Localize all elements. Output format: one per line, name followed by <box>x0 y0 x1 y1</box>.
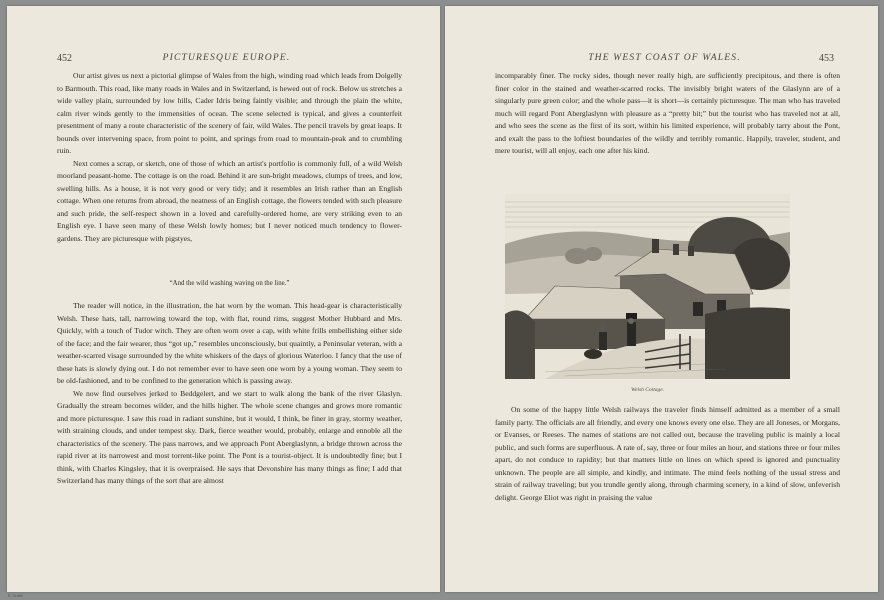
left-running-head <box>57 53 396 67</box>
left-text-top <box>57 70 402 245</box>
left-text-bottom <box>57 300 402 488</box>
running-title: THE WEST COAST OF WALES. <box>588 53 741 63</box>
paragraph: Our artist gives us next a pictorial glimpse of Wales from the high, winding road which leads from Dolgelly to Barmouth. This road, like many roads in Wales and in Switzerland, is hewed out of rock. Below us stretches a wide valley plain, surrounded by low hills, Cader Idris being faintly visible; and through the plain the white, calm river winds gently to the immensities of ocean. The scene selected is typical, and gives a counterfeit presentment of many a route characteristic of the scenery of fair, wild Wales. The pencil travels by great leaps. It bounds over intervening space, from point to point, and springs from road to mountain-peak and to crumbling ruin. <box>57 71 402 155</box>
right-running-head <box>495 53 834 67</box>
paragraph: The reader will notice, in the illustration, the hat worn by the woman. This head-gear is characteristically Welsh. These hats, tall, narrowing toward the top, with flat, round rims, suggest Mother Hubbard and Mrs. Quickly, with a touch of Tudor witch. They are often worn over a cap, with white frills embellishing either side of the face; and the fair wearer, thus “got up,” resembles unconsciously, but quaintly, a Peninsular veteran, with a weather-scarred visage surrounded by the white whiskers of the days of glorious Waterloo. I fancy that the use of these hats is slowly dying out. I do not remember ever to have seen one worn by a young woman. They seem to be old-fashioned, and to be confined to the generation which is passing away. <box>57 301 402 385</box>
illustration-caption: Welsh Cottage. <box>630 387 665 393</box>
welsh-cottage-engraving <box>505 194 790 379</box>
right-text-bottom <box>495 404 840 504</box>
pull-quote-block <box>57 278 402 291</box>
paragraph: On some of the happy little Welsh railways the traveler finds himself admitted as a member of a small family party. The officials are all friendly, and every one knows every one else. They are all Joneses, or Morgans, or Evanses, or Reeses. The names of stations are not called out, because the traveling public is mainly a local public, and such forms are superfluous. A rate of, say, three or four miles an hour, and stations three or four miles apart, do not conduce to rapidity; but that matters little on lines on which speed is ignored and punctuality unknown. The people are all simple, and kindly, and intimate. The mind feels nothing of the usual stress and strain of railway traveling; but you trundle gently along, through charming scenery, in a kind of slow, unfeverish delight. George Eliot was right in praising the value <box>495 405 840 502</box>
left-page <box>7 6 440 592</box>
right-page <box>445 6 878 592</box>
paragraph: We now find ourselves jerked to Beddgelert, and we start to walk along the bank of the river Glaslyn. Gradually the stream becomes wilder, and the hills higher. The whole scene changes and grows more romantic and more picturesque. I saw this road in radiant sunshine, but it would, I think, be finer in gray, stormy weather, with straining clouds, and under tempest sky. Dark, fierce weather would, probably, enlarge and ennoble all the characteristics of the scenery. The pass narrows, and we approach Pont Aberglaslynn, a bridge thrown across the rapid river at its narrowest and most torrent-like point. The Pont is a tourist-object. It is undoubtedly fine; but I think, with Charles Kingsley, that it is overpraised. He says that Devonshire has many things as fine; I add that Switzerland has many things of the sort that are almost <box>57 388 402 485</box>
collection-stamp: E. Grubb <box>8 593 23 598</box>
paragraph: Next comes a scrap, or sketch, one of those of which an artist's portfolio is commonly full, of a wild Welsh moorland peasant-home. The cottage is on the road. Behind it are sun-bright meadows, clumps of trees, and low, swelling hills. As a house, it is not very good or very tidy; and it resembles an Irish rather than an English cottage. When one returns from abroad, the neatness of an English cottage, the flowers tended with such pleasure and such pride, the self-respect shown in a loved and carefully-ordered home, are very striking even to an English eye. I have seen many of these Welsh lowly homes; but I never noticed much tendency to flower-gardens. They are picturesque with pigstyes, <box>57 158 402 243</box>
page-number: 453 <box>819 53 834 64</box>
pull-quote: “And the wild washing waving on the line.” <box>169 280 290 287</box>
page-number: 452 <box>57 53 72 64</box>
running-title: PICTURESQUE EUROPE. <box>162 53 291 63</box>
paragraph: incomparably finer. The rocky sides, though never really high, are sufficiently precipitous, and there is often finer color in the stained and weather-scarred rocks. The invisibly bright waters of the Glaslynn are of a singularly pure green color; and the whole pass—it is short—is certainly picturesque. The man who has traveled much will regard Pont Aberglaslynn with pleasure as a “pretty bit;” but the tourist who has traveled not at all, and who sees the scene as the first of its sort, within his limited experience, will probably tarry about the Pont, and exalt the pass to the loftiest boundaries of the wildly and terribly romantic. Happily, traveler, student, and mere tourist, will all enjoy, each one after his kind. <box>495 71 840 155</box>
right-text-top <box>495 70 840 158</box>
